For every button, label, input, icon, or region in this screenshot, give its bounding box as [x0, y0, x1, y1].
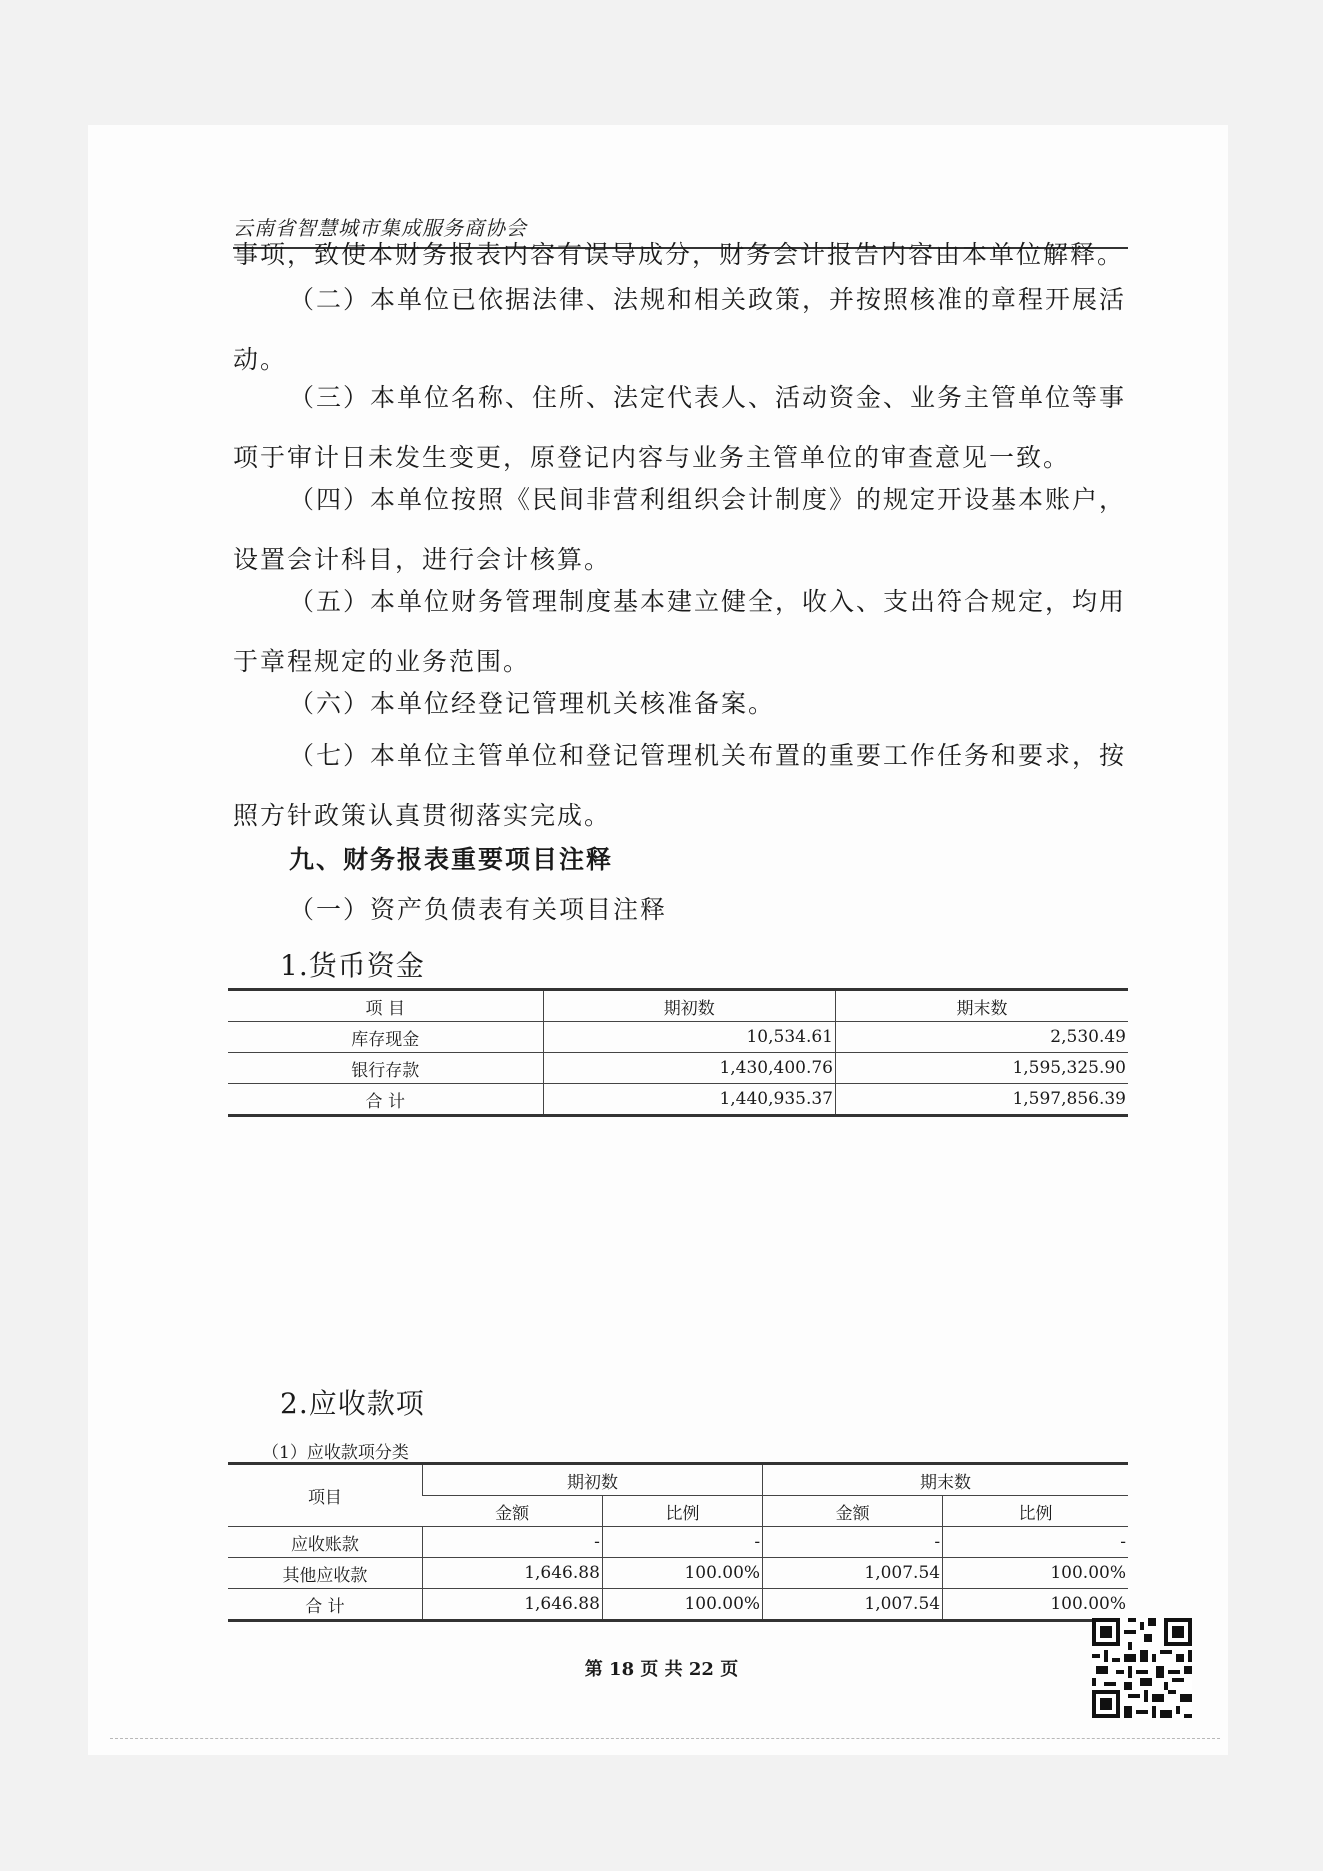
end-amount: -	[763, 1527, 943, 1558]
begin-value: 10,534.61	[543, 1022, 836, 1053]
receivables-heading: 2.应收款项	[280, 1387, 425, 1420]
paragraph-item-5: （五）本单位财务管理制度基本建立健全，收入、支出符合规定，均用于章程规定的业务范围。	[233, 587, 1127, 676]
row-label: 银行存款	[228, 1053, 543, 1084]
begin-ratio: -	[602, 1527, 762, 1558]
row-label: 库存现金	[228, 1022, 543, 1053]
paragraph-item-4: （四）本单位按照《民间非营利组织会计制度》的规定开设基本账户，设置会计科目，进行会计核算。	[233, 485, 1127, 574]
table-header-row	[228, 990, 1128, 1022]
receivables-table	[228, 1462, 1128, 1622]
end-ratio: 100.00%	[943, 1589, 1128, 1621]
column-header: 期末数	[836, 990, 1129, 1022]
row-label: 合 计	[228, 1084, 543, 1116]
paragraph-item-2: （二）本单位已依据法律、法规和相关政策，并按照核准的章程开展活动。	[233, 285, 1127, 374]
column-header: 项目	[307, 1488, 342, 1508]
row-label: 合 计	[228, 1589, 422, 1621]
begin-value: 1,440,935.37	[543, 1084, 836, 1116]
row-label: 其他应收款	[228, 1558, 422, 1589]
column-header: 金额	[422, 1496, 602, 1527]
end-value: 1,597,856.39	[836, 1084, 1129, 1116]
column-header: 项 目	[365, 998, 405, 1019]
end-amount: 1,007.54	[763, 1558, 943, 1589]
begin-amount: 1,646.88	[422, 1558, 602, 1589]
table-row	[228, 1527, 1128, 1558]
begin-amount: -	[422, 1527, 602, 1558]
begin-ratio: 100.00%	[602, 1589, 762, 1621]
column-header: 期初数	[543, 990, 836, 1022]
paragraph-item-3: （三）本单位名称、住所、法定代表人、活动资金、业务主管单位等事项于审计日未发生变更，原登记内容与业务主管单位的审查意见一致。	[233, 383, 1127, 472]
paragraph-continuation: 事项，致使本财务报表内容有误导成分，财务会计报告内容由本单位解释。	[233, 240, 1125, 269]
end-amount: 1,007.54	[763, 1589, 943, 1621]
end-value: 1,595,325.90	[836, 1053, 1129, 1084]
page-header: 云南省智慧城市集成服务商协会	[233, 212, 1128, 249]
subsection-title: （一）资产负债表有关项目注释	[289, 895, 668, 924]
cash-table	[228, 988, 1128, 1117]
row-label: 应收账款	[228, 1527, 422, 1558]
end-value: 2,530.49	[836, 1022, 1129, 1053]
column-group-header: 期初数	[422, 1464, 762, 1496]
table-row	[228, 1558, 1128, 1589]
column-header: 比例	[602, 1496, 762, 1527]
end-ratio: 100.00%	[943, 1558, 1128, 1589]
end-ratio: -	[943, 1527, 1128, 1558]
begin-amount: 1,646.88	[422, 1589, 602, 1621]
paragraph-item-7: （七）本单位主管单位和登记管理机关布置的重要工作任务和要求，按照方针政策认真贯彻落实完成。	[233, 741, 1127, 830]
begin-ratio: 100.00%	[602, 1558, 762, 1589]
table-row-total	[228, 1084, 1128, 1116]
page-bottom-rule	[110, 1738, 1220, 1739]
paragraph-item-6: （六）本单位经登记管理机关核准备案。	[289, 689, 776, 718]
qr-code-icon	[1092, 1618, 1192, 1718]
begin-value: 1,430,400.76	[543, 1053, 836, 1084]
table-header-row	[228, 1464, 1128, 1496]
column-header: 金额	[763, 1496, 943, 1527]
column-header: 比例	[943, 1496, 1128, 1527]
table-row	[228, 1053, 1128, 1084]
column-group-header: 期末数	[763, 1464, 1128, 1496]
section-title: 九、财务报表重要项目注释	[289, 845, 614, 874]
table-row-total	[228, 1589, 1128, 1621]
receivables-caption: （1）应收款项分类	[262, 1443, 409, 1463]
cash-heading: 1.货币资金	[280, 949, 425, 982]
table-row	[228, 1022, 1128, 1053]
page-number: 第 18 页 共 22 页	[584, 1659, 739, 1680]
